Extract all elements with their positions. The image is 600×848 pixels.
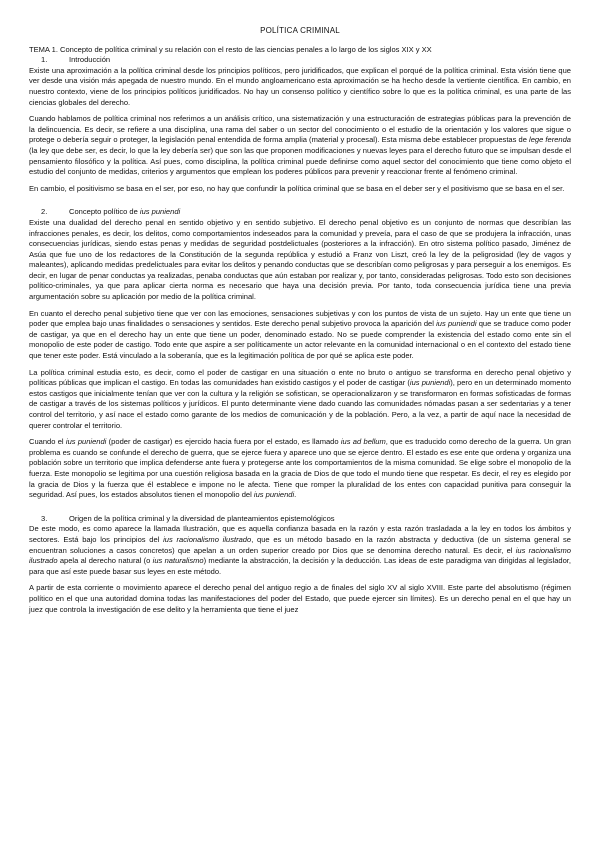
document-title: POLÍTICA CRIMINAL [260, 26, 340, 35]
paragraph: Existe una aproximación a la política criminal desde los principios políticos, pero juridificados, que explican el porqué de la política criminal. Esta visión tiene que ver desde una visión más apegada de nuestro mundo. En el mundo angloamericano esta aproximación se ha hecho desde la vertiente científica. En cambio, en nuestro contexto, viene de los principios políticos juridificados. No hay un consenso político y científico sobre lo que es la política criminal, es una parte de las ciencias globales del derecho. [29, 65, 571, 107]
section-number: 2. [41, 207, 48, 217]
paragraph: Cuando hablamos de política criminal nos referimos a un análisis crítico, una sistematización y una estructuración de estrategias públicas para la prevención de la delincuencia. Es decir, se refiere a una disciplina, una rama del saber o un sector del conocimiento o el estudio de la orientación y los valores que sigue o protege o debería seguir o proteger, la legislación penal entendida de forma amplia (material y procesal). Esta misma debe establecer propuestas de lege ferenda (la ley que debe ser, es decir, lo que la ley debería ser) que son las que proponen modificaciones y nuevas leyes para el derecho futuro que se impulsan desde el pensamiento filosófico y la política. Así pues, como disciplina, la política criminal puede definirse como aquel sector del conocimiento que tiene como objeto el estudio del conjunto de medidas, criterios y argumentos que emplean los poderes públicos para prevenir y reaccionar frente al fenómeno criminal. [29, 114, 571, 177]
paragraph: Existe una dualidad del derecho penal en sentido objetivo y en sentido subjetivo. El derecho penal objetivo es un conjunto de normas que describían las infracciones penales, es decir, los delitos, como comportamientos indeseados para la comunidad y preveía, para el caso de que se produjera la infracción, unas consecuencias jurídicas, siendo estas penas y medidas de seguridad postdelictuales (posteriores a la infracción). En otro sistema político pasado, Jiménez de Asúa que fue uno de los redactores de la Constitución de la segunda república y estudió a Franz von Liszt, creó la ley de la peligrosidad (ley de vagos y maleantes), aplicando medidas predelictuales para evitar los delitos y penando conductas que se describían como peligrosas y para perseguir a los enemigos. Es decir, en lugar de penar conductas ya realizadas, penaba conductas que aún estaban por realizar y, por tanto, consideradas peligrosas. Todo esto son decisiones político-criminales, ya que para aplicar cierta norma es necesario que haya una decisión previa. Por tanto, toda consecuencia jurídica tiene una previa argumentación sobre su aplicación por medio de la política criminal. [29, 217, 571, 302]
section-title: Introducción [69, 55, 111, 65]
section-heading-1 [29, 55, 571, 66]
paragraph: A partir de esta corriente o movimiento aparece el derecho penal del antiguo regio a de finales del siglo XV al siglo XVIII. Este parte del absolutismo (régimen político en el que una autoridad domina todas las manifestaciones del poder del Estado, que puede ejercer sin límites). Es un derecho penal en el que hay un juez que controla la investigación de ese delito y la herramienta que tiene el juez [29, 583, 571, 614]
paragraph: La política criminal estudia esto, es decir, como el poder de castigar en una situación o ente no bruto o antiguo se transforma en derecho penal objetivo y políticas públicas que implican el castigo. En todas las comunidades han existido castigos y el poder de castigar (ius puniendi), pero en un determinado momento estos castigos que inicialmente tenían que ver con la cultura y la religión se sofistican, se operacionalizaron y se transformaron en formas sofisticadas de formas de castigar a través de los sistemas políticos y jurídicos. El punto determinante viene dado cuando las comunidades nómadas pasan a ser sedentarias y a tener control del territorio, y así nace el estado como garante de los medios de comunicación y de la población. Pero, a la vez, a partir de aquí nace la necesidad de querer controlar el territorio. [29, 367, 572, 430]
section-number: 3. [41, 513, 48, 523]
section-number: 1. [41, 55, 48, 65]
paragraph: En cuanto el derecho penal subjetivo tiene que ver con las emociones, sensaciones subjetivas y con los puntos de vista de un sujeto. Hay un ente que tiene un poder que emplea bajo unas finalidades o sensaciones y sentidos. Este derecho penal subjetivo provoca la aparición del ius puniendi que se traduce como poder de castigar, ya que en el derecho hay un ente que tiene un poder, denominado estado. No se puede comprender la existencia del estado como ente sin el monopolio de este poder de castigo. Todo ente que aspire a ser políticamente un actor relevante en la comunidad internacional o en el contexto del estado tiene que tener este poder. Está vinculado a la soberanía, que es la legitimación política de por qué se aplica este poder. [29, 308, 572, 361]
section-heading-2 [29, 207, 571, 218]
topic-heading: TEMA 1. Concepto de política criminal y su relación con el resto de las ciencias penales a lo largo de los siglos XIX y XX [29, 44, 432, 54]
section-title: Origen de la política criminal y la diversidad de planteamientos epistemológicos [69, 513, 335, 523]
paragraph: En cambio, el positivismo se basa en el ser, por eso, no hay que confundir la política criminal que se basa en el deber ser y el positivismo que se basa en el ser. [29, 183, 565, 193]
section-title: Concepto político de ius puniendi [69, 207, 181, 217]
section-heading-3 [29, 514, 571, 525]
paragraph: De este modo, es como aparece la llamada Ilustración, que es aquella confianza basada en la razón y esta razón trasladada a la ley en todos los ámbitos y sectores. Está bajo los principios del ius racionalismo ilustrado, que es un método basado en la razón abstracta y deductiva (de un sistema general se encuentran soluciones a casos concretos) que apelan a un orden superior creado por Dios que se denomina derecho natural. Es decir, el ius racionalismo ilustrado apela al derecho natural (o ius naturalismo) mediante la abstracción, la decisión y la deducción. Las ideas de este paradigma van dirigidas al legislador, para que así este puede basar sus leyes en este método. [29, 524, 571, 576]
paragraph: Cuando el ius puniendi (poder de castigar) es ejercido hacia fuera por el estado, es llamado ius ad bellum, que es traducido como derecho de la guerra. Un gran problema es cuando se confunde el derecho de guerra, que se ejerce fuera y aparece uno que se ejerce dentro. El estado es ese ente que ordena y organiza una población sobre un territorio que implica defenderse ante fuera y protegerse ante los comportamientos de la misma comunidad. Se elige sobre el monopolio de la fuerza. Este monopolio se legitima por una cuestión religiosa basada en la gracia de Dios de que todo el mundo tiene que respetar. Es decir, el rey es elegido por la gracia de Dios y la fuerza que él establece e impone no le afecta. Tiene que romper la pluralidad de los entes con capacidad punitiva para conseguir la seguridad. Así pues, los estados absolutos tienen el monopolio del ius puniendi. [29, 437, 571, 500]
